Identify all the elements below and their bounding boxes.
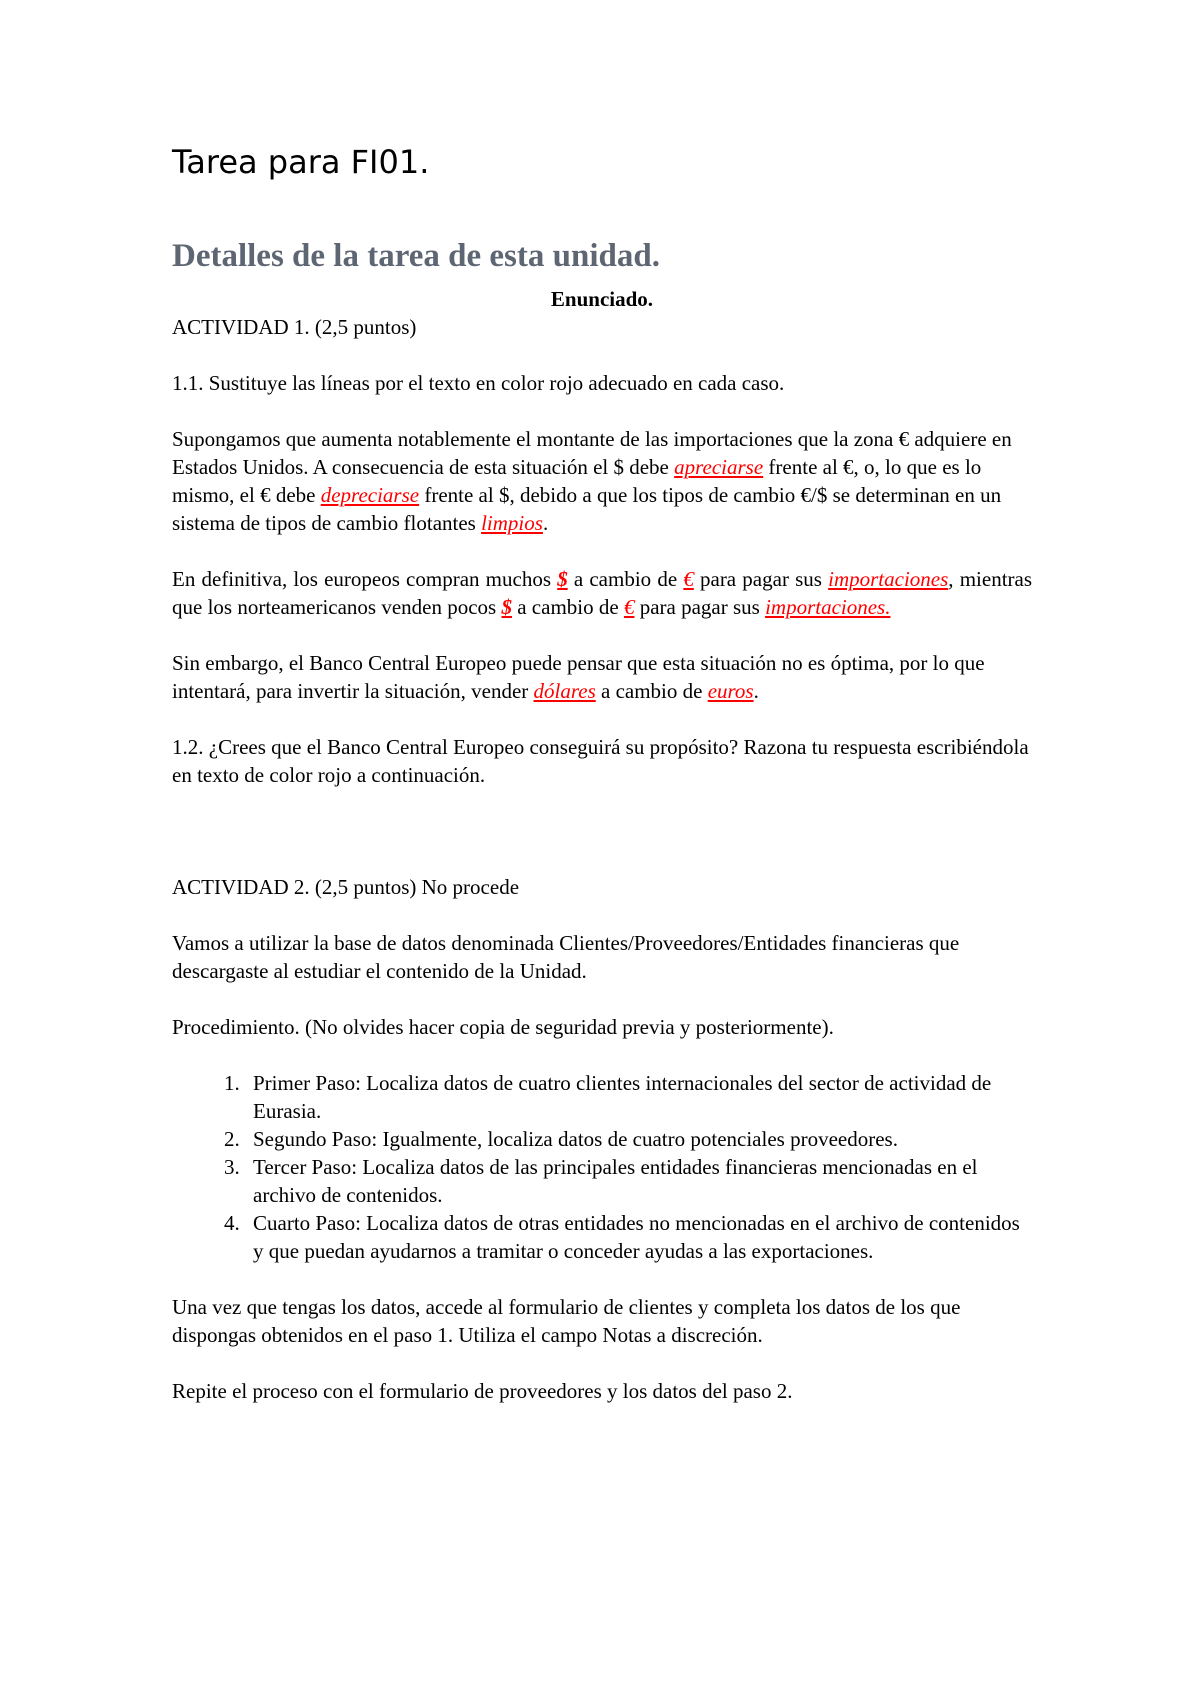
list-item: 4. Cuarto Paso: Localiza datos de otras entidades no mencionadas en el archivo de contenidos y que puedan ayudarnos a tramitar o conceder ayudas a las exportaciones. [245,1209,1032,1265]
list-item: 2. Segundo Paso: Igualmente, localiza datos de cuatro potenciales proveedores. [245,1125,1032,1153]
text-segment: a cambio de [567,567,684,591]
blank-answer-space [172,817,1032,873]
answer-depreciarse: depreciarse [320,483,420,507]
text-segment: frente al $, debido a que los tipos de cambio €/$ se determinan en un sistema de tipos de cambio flotantes [172,483,1002,535]
text-segment: frente al €, o, lo que es lo mismo, el € debe [172,455,982,507]
answer-dolares: dólares [533,679,596,703]
activity-1-heading: ACTIVIDAD 1. (2,5 puntos) [172,315,417,339]
answer-euro-1: € [683,567,694,591]
paragraph-europeans [172,565,1032,621]
list-item: 1. Primer Paso: Localiza datos de cuatro clientes internacionales del sector de actividad de Eurasia. [245,1069,1032,1125]
answer-euro-2: € [623,595,635,619]
text-segment: . [542,511,549,535]
text-segment: , mientras que los norteamericanos venden pocos [172,567,1033,619]
answer-limpios: limpios [481,511,543,535]
text-segment: para pagar sus [634,595,766,619]
steps-list [172,1069,1032,1265]
document-title: Tarea para FI01. [172,143,430,181]
document-subtitle: Detalles de la tarea de esta unidad. [172,238,660,274]
answer-euros: euros [707,679,754,703]
activity-2-heading: ACTIVIDAD 2. (2,5 puntos) No procede [172,875,520,899]
text-segment: a cambio de [511,595,624,619]
text-segment: Supongamos que aumenta notablemente el montante de las importaciones que la zona € adquiere en Estados Unidos. A consecuencia de esta situación el $ debe [172,427,1012,479]
enunciado-heading: Enunciado. [550,287,654,311]
document-body [172,285,1032,1433]
answer-importaciones-2: importaciones. [765,595,891,619]
answer-dollar-1: $ [557,567,568,591]
form-instructions: Una vez que tengas los datos, accede al formulario de clientes y completa los datos de los que dispongas obtenidos en el paso 1. Utiliza el campo Notas a discreción. [172,1295,961,1347]
text-segment: Sin embargo, el Banco Central Europeo puede pensar que esta situación no es óptima, por lo que intentará, para invertir la situación, vender [172,651,985,703]
question-1-1: 1.1. Sustituye las líneas por el texto en color rojo adecuado en cada caso. [172,371,785,395]
list-item: 3. Tercer Paso: Localiza datos de las principales entidades financieras mencionadas en el archivo de contenidos. [245,1153,1032,1209]
text-segment: . [753,679,759,703]
text-segment: a cambio de [595,679,708,703]
question-1-2: 1.2. ¿Crees que el Banco Central Europeo conseguirá su propósito? Razona tu respuesta escribiéndola en texto de color rojo a continuación. [172,735,1029,787]
paragraph-exchange-rate [172,425,1032,537]
answer-dollar-2: $ [501,595,512,619]
answer-apreciarse: apreciarse [674,455,764,479]
text-segment: En definitiva, los europeos compran muchos [172,567,558,591]
procedure-text: Procedimiento. (No olvides hacer copia de seguridad previa y posteriormente). [172,1015,834,1039]
activity-2-intro: Vamos a utilizar la base de datos denominada Clientes/Proveedores/Entidades financieras que descargaste al estudiar el contenido de la Unidad. [172,931,960,983]
answer-importaciones-1: importaciones [828,567,949,591]
text-segment: para pagar sus [693,567,829,591]
repeat-instructions: Repite el proceso con el formulario de proveedores y los datos del paso 2. [172,1379,793,1403]
paragraph-bce [172,649,1032,705]
